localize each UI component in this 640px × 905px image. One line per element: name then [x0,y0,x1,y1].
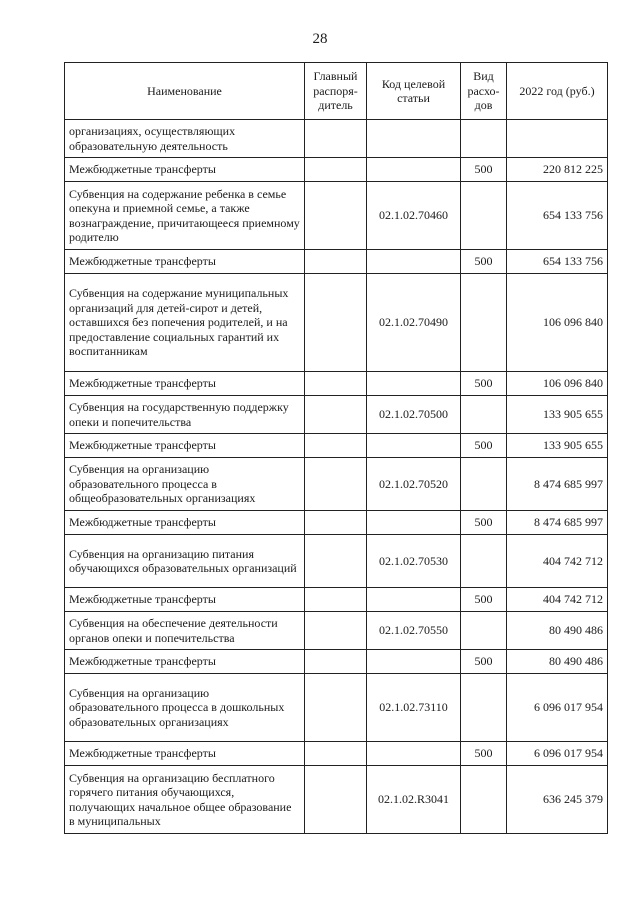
budget-table [64,62,608,834]
table-row [65,535,608,588]
row-name: Субвенция на обеспечение деятельности органов опеки и попечительства [65,612,305,650]
table-row [65,612,608,650]
row-admin [305,766,367,834]
row-admin [305,458,367,511]
row-name: Субвенция на организацию питания обучающихся образовательных организаций [65,535,305,588]
row-admin [305,588,367,612]
header-code: Код целевой статьи [367,63,461,120]
table-row [65,588,608,612]
row-code [367,742,461,766]
row-admin [305,372,367,396]
row-admin [305,396,367,434]
row-type: 500 [461,588,507,612]
row-admin [305,742,367,766]
row-code [367,511,461,535]
table-row [65,458,608,511]
header-amount: 2022 год (руб.) [507,63,608,120]
row-name: Субвенция на организацию бесплатного горячего питания обучающихся, получающих начальное общее образование в муниципальных [65,766,305,834]
row-code: 02.1.02.70520 [367,458,461,511]
table-row [65,250,608,274]
row-code [367,372,461,396]
table-row [65,434,608,458]
row-admin [305,612,367,650]
row-type [461,535,507,588]
row-name: Межбюджетные трансферты [65,511,305,535]
row-name: Межбюджетные трансферты [65,650,305,674]
row-type: 500 [461,650,507,674]
row-code: 02.1.02.70490 [367,274,461,372]
row-code: 02.1.02.70460 [367,182,461,250]
table-row [65,120,608,158]
row-code [367,434,461,458]
row-name: Субвенция на организацию образовательного процесса в дошкольных образовательных организациях [65,674,305,742]
row-name: Межбюджетные трансферты [65,588,305,612]
row-admin [305,674,367,742]
row-admin [305,182,367,250]
row-type [461,120,507,158]
table-header [65,63,608,120]
row-name: Субвенция на организацию образовательного процесса в общеобразовательных организациях [65,458,305,511]
row-amount [507,120,608,158]
row-admin [305,535,367,588]
row-name: Субвенция на содержание муниципальных организаций для детей-сирот и детей, оставшихся без попечения родителей, и на предоставление социальных гарантий их воспитанникам [65,274,305,372]
row-type: 500 [461,511,507,535]
header-row [65,63,608,120]
row-admin [305,434,367,458]
row-code [367,588,461,612]
table-body [65,120,608,834]
row-name: Межбюджетные трансферты [65,158,305,182]
row-amount: 8 474 685 997 [507,511,608,535]
row-admin [305,250,367,274]
row-code: 02.1.02.R3041 [367,766,461,834]
row-type [461,766,507,834]
row-admin [305,274,367,372]
row-type: 500 [461,434,507,458]
row-name: Субвенция на государственную поддержку опеки и попечительства [65,396,305,434]
page-number: 28 [312,31,328,47]
row-name: Межбюджетные трансферты [65,250,305,274]
row-admin [305,158,367,182]
row-type [461,674,507,742]
row-admin [305,650,367,674]
row-name: Субвенция на содержание ребенка в семье опекуна и приемной семье, а также вознаграждение, причитающееся приемному родителю [65,182,305,250]
row-type [461,182,507,250]
row-code: 02.1.02.70530 [367,535,461,588]
row-name: организациях, осуществляющих образовательную деятельность [65,120,305,158]
row-amount: 106 096 840 [507,372,608,396]
row-amount: 133 905 655 [507,396,608,434]
row-code [367,650,461,674]
header-admin: Главный распоря-дитель [305,63,367,120]
table-row [65,182,608,250]
header-name: Наименование [65,63,305,120]
row-type: 500 [461,158,507,182]
row-amount: 220 812 225 [507,158,608,182]
row-amount: 8 474 685 997 [507,458,608,511]
row-amount: 133 905 655 [507,434,608,458]
row-type [461,458,507,511]
row-admin [305,120,367,158]
table-row [65,372,608,396]
table-row [65,742,608,766]
header-type: Вид расхо-дов [461,63,507,120]
row-code: 02.1.02.70500 [367,396,461,434]
row-type [461,612,507,650]
row-type [461,274,507,372]
row-type: 500 [461,250,507,274]
row-amount: 80 490 486 [507,650,608,674]
row-amount: 654 133 756 [507,250,608,274]
row-code: 02.1.02.73110 [367,674,461,742]
table-row [65,650,608,674]
table-row [65,511,608,535]
row-amount: 636 245 379 [507,766,608,834]
row-type: 500 [461,372,507,396]
table-row [65,396,608,434]
row-amount: 404 742 712 [507,588,608,612]
row-code [367,158,461,182]
table-row [65,766,608,834]
row-name: Межбюджетные трансферты [65,434,305,458]
row-amount: 404 742 712 [507,535,608,588]
row-code [367,250,461,274]
row-code [367,120,461,158]
table-row [65,674,608,742]
row-amount: 6 096 017 954 [507,742,608,766]
row-type: 500 [461,742,507,766]
row-code: 02.1.02.70550 [367,612,461,650]
row-amount: 106 096 840 [507,274,608,372]
table-row [65,274,608,372]
row-amount: 80 490 486 [507,612,608,650]
row-type [461,396,507,434]
row-amount: 6 096 017 954 [507,674,608,742]
row-name: Межбюджетные трансферты [65,742,305,766]
row-admin [305,511,367,535]
row-amount: 654 133 756 [507,182,608,250]
row-name: Межбюджетные трансферты [65,372,305,396]
table-row [65,158,608,182]
